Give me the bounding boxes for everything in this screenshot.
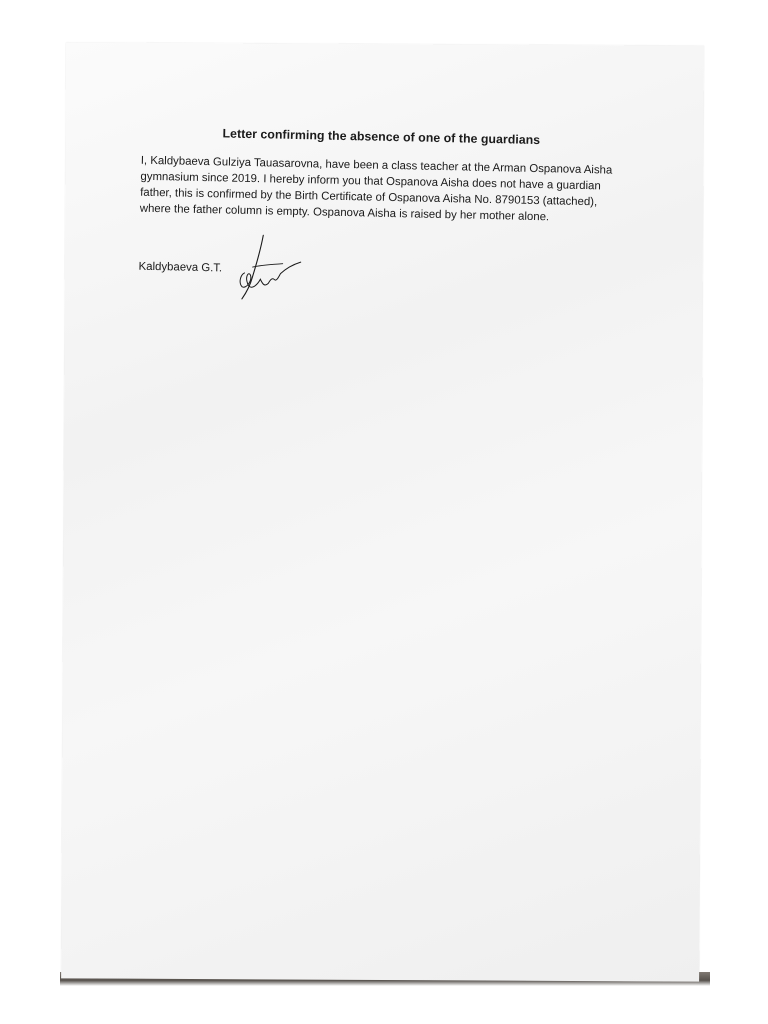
letter-content xyxy=(138,125,614,317)
letter-body: I, Kaldybaeva Gulziya Tauasarovna, have been a class teacher at the Arman Ospanova Aisha gymnasium since 2019. I hereby inform you that Ospanova Aisha does not have a guardian father, this is confirmed by the Birth Certificate of Ospanova Aisha No. 8790153 (attached), where the father column is empty. Ospanova Aisha is raised by her mother alone. xyxy=(139,154,613,224)
letter-title: Letter confirming the absence of one of the guardians xyxy=(222,126,541,148)
signature-block xyxy=(138,247,611,317)
paper-sheet xyxy=(61,42,704,981)
handwritten-signature xyxy=(222,232,303,306)
signer-name: Kaldybaeva G.T. xyxy=(138,260,223,275)
